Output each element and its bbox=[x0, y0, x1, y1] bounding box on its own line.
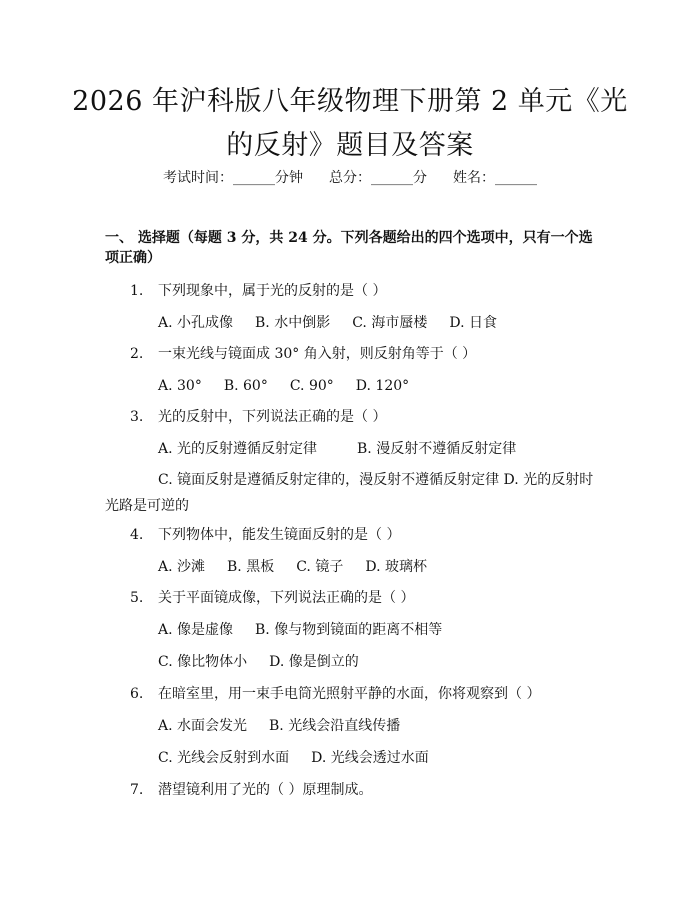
question-4 bbox=[130, 525, 400, 545]
question-3-options-row1 bbox=[158, 439, 538, 459]
section-heading: 一、 选择题（每题 3 分，共 24 分。下列各题给出的四个选项中，只有一个选项正确） bbox=[105, 230, 593, 266]
option: D. 光线会透过水面 bbox=[311, 750, 429, 766]
question-text: 光的反射中，下列说法正确的是（ ） bbox=[158, 409, 387, 425]
option: B. 光线会沿直线传播 bbox=[269, 718, 401, 734]
option: A. 光的反射遵循反射定律 bbox=[158, 441, 318, 457]
question-text: 一束光线与镜面成 30° 角入射，则反射角等于（ ） bbox=[158, 346, 477, 362]
question-3 bbox=[130, 407, 386, 427]
question-number: 5. bbox=[130, 590, 144, 606]
option: C. 光线会反射到水面 bbox=[158, 750, 290, 766]
question-1 bbox=[130, 281, 386, 301]
exam-meta bbox=[0, 168, 700, 188]
question-text: 在暗室里，用一束手电筒光照射平静的水面，你将观察到（ ） bbox=[158, 686, 541, 702]
option: C. 像比物体小 bbox=[158, 654, 248, 670]
question-text: 下列物体中，能发生镜面反射的是（ ） bbox=[158, 527, 401, 543]
total-score-field: 总分：______分 bbox=[329, 170, 427, 186]
question-3-options-row2: C. 镜面反射是遵循反射定律的，漫反射不遵循反射定律 D. 光的反射时光路是可逆的 bbox=[105, 472, 594, 514]
option: C. 海市蜃楼 bbox=[352, 315, 428, 331]
question-4-options bbox=[158, 557, 449, 577]
question-6-options-row2 bbox=[158, 748, 451, 768]
option: C. 镜子 bbox=[296, 559, 344, 575]
question-2-options bbox=[158, 376, 431, 396]
question-5 bbox=[130, 588, 414, 608]
question-5-options-row2 bbox=[158, 652, 381, 672]
question-number: 7. bbox=[130, 782, 144, 798]
question-5-options-row1 bbox=[158, 620, 464, 640]
question-number: 2. bbox=[130, 346, 144, 362]
question-7 bbox=[130, 780, 372, 800]
document-title: 2026 年沪科版八年级物理下册第 2 单元《光的反射》题目及答案 bbox=[72, 86, 628, 161]
option: D. 120° bbox=[355, 378, 410, 394]
question-number: 4. bbox=[130, 527, 144, 543]
option: A. 沙滩 bbox=[158, 559, 206, 575]
option: C. 90° bbox=[289, 378, 334, 394]
question-text: 下列现象中，属于光的反射的是（ ） bbox=[158, 283, 387, 299]
question-text: 潜望镜利用了光的（ ）原理制成。 bbox=[158, 782, 373, 798]
question-6 bbox=[130, 684, 540, 704]
option: D. 玻璃杯 bbox=[365, 559, 427, 575]
option: A. 水面会发光 bbox=[158, 718, 248, 734]
question-number: 1. bbox=[130, 283, 144, 299]
option: A. 小孔成像 bbox=[158, 315, 234, 331]
option: B. 像与物到镜面的距离不相等 bbox=[255, 622, 443, 638]
option: B. 黑板 bbox=[227, 559, 275, 575]
option: A. 30° bbox=[158, 378, 202, 394]
question-2 bbox=[130, 344, 476, 364]
option: A. 像是虚像 bbox=[158, 622, 234, 638]
option: B. 水中倒影 bbox=[255, 315, 331, 331]
question-6-options-row1 bbox=[158, 716, 422, 736]
option: B. 漫反射不遵循反射定律 bbox=[357, 441, 517, 457]
question-number: 6. bbox=[130, 686, 144, 702]
option: B. 60° bbox=[223, 378, 268, 394]
question-1-options bbox=[158, 313, 519, 333]
student-name-field: 姓名：______ bbox=[453, 170, 537, 186]
question-number: 3. bbox=[130, 409, 144, 425]
exam-time-field: 考试时间：______分钟 bbox=[163, 170, 303, 186]
option: D. 日食 bbox=[449, 315, 497, 331]
question-text: 关于平面镜成像，下列说法正确的是（ ） bbox=[158, 590, 415, 606]
option: D. 像是倒立的 bbox=[269, 654, 359, 670]
